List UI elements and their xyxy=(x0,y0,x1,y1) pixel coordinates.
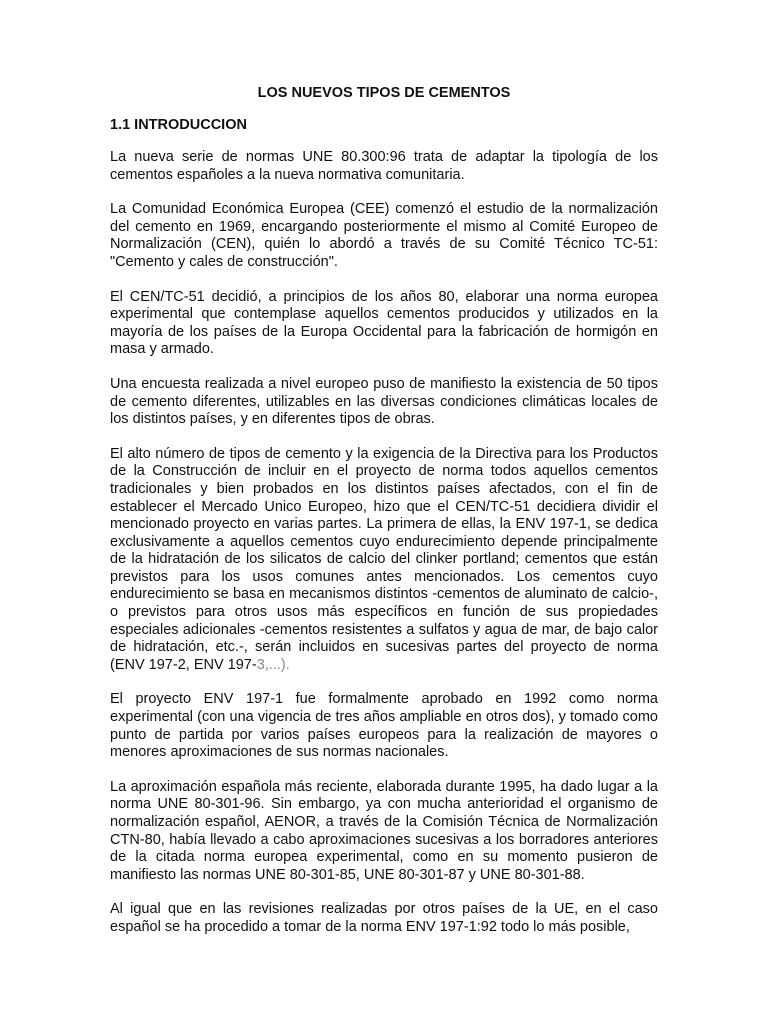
paragraph-5-faded-tail: 3,...). xyxy=(256,656,290,673)
paragraph-1: La nueva serie de normas UNE 80.300:96 trata de adaptar la tipología de los cementos españoles a la nueva normativa comunitaria. xyxy=(110,149,658,183)
paragraph-3: El CEN/TC-51 decidió, a principios de los años 80, elaborar una norma europea experimental que contemplase aquellos cementos producidos y utilizados en la mayoría de los países de la Europa Occidental para la fabricación de hormigón en masa y armado. xyxy=(110,288,658,358)
paragraph-5 xyxy=(110,446,658,675)
paragraph-6: El proyecto ENV 197-1 fue formalmente aprobado en 1992 como norma experimental (con una vigencia de tres años ampliable en otros dos), y tomado como punto de partida por varios países europeos para la realización de mayores o menores aproximaciones de sus normas nacionales. xyxy=(110,691,658,761)
paragraph-4: Una encuesta realizada a nivel europeo puso de manifiesto la existencia de 50 tipos de cemento diferentes, utilizables en las diversas condiciones climáticas locales de los distintos países, y en diferentes tipos de obras. xyxy=(110,375,658,428)
document-title: LOS NUEVOS TIPOS DE CEMENTOS xyxy=(257,85,511,101)
paragraph-7: La aproximación española más reciente, elaborada durante 1995, ha dado lugar a la norma UNE 80-301-96. Sin embargo, ya con mucha anterioridad el organismo de normalización español, AENOR, a través de la Comisión Técnica de Normalización CTN-80, había llevado a cabo aproximaciones sucesivas a los borradores anteriores de la citada norma europea experimental, como en su momento pusieron de manifiesto las normas UNE 80-301-85, UNE 80-301-87 y UNE 80-301-88. xyxy=(110,778,658,883)
document-page xyxy=(110,84,658,954)
paragraph-2: La Comunidad Económica Europea (CEE) comenzó el estudio de la normalización del cemento en 1969, encargando posteriormente el mismo al Comité Europeo de Normalización (CEN), quién lo abordó a través de su Comité Técnico TC-51: "Cemento y cales de construcción". xyxy=(110,201,658,270)
section-heading: 1.1 INTRODUCCION xyxy=(110,117,247,133)
paragraph-8: Al igual que en las revisiones realizadas por otros países de la UE, en el caso español se ha procedido a tomar de la norma ENV 197-1:92 todo lo más posible, xyxy=(110,901,658,935)
paragraph-5-text: El alto número de tipos de cemento y la exigencia de la Directiva para los Productos de la Construcción de incluir en el proyecto de norma todos aquellos cementos tradicionales y bien probados en los distintos países afectados, con el fin de establecer el Mercado Unico Europeo, hizo que el CEN/TC-51 decidiera dividir el mencionado proyecto en varias partes. La primera de ellas, la ENV 197-1, se dedica exclusivamente a aquellos cementos cuyo endurecimiento depende principalmente de la hidratación de los silicatos de calcio del clinker portland; cementos que están previstos para los usos comunes antes mencionados. Los cementos cuyo endurecimiento se basa en mecanismos distintos -cementos de aluminato de calcio-, o previstos para otros usos más específicos en función de sus propiedades especiales adicionales -cementos resistentes a sulfatos y agua de mar, de bajo calor de hidratación, etc.-, serán incluidos en sucesivas partes del proyecto de norma (ENV 197-2, ENV 197- xyxy=(110,445,658,673)
